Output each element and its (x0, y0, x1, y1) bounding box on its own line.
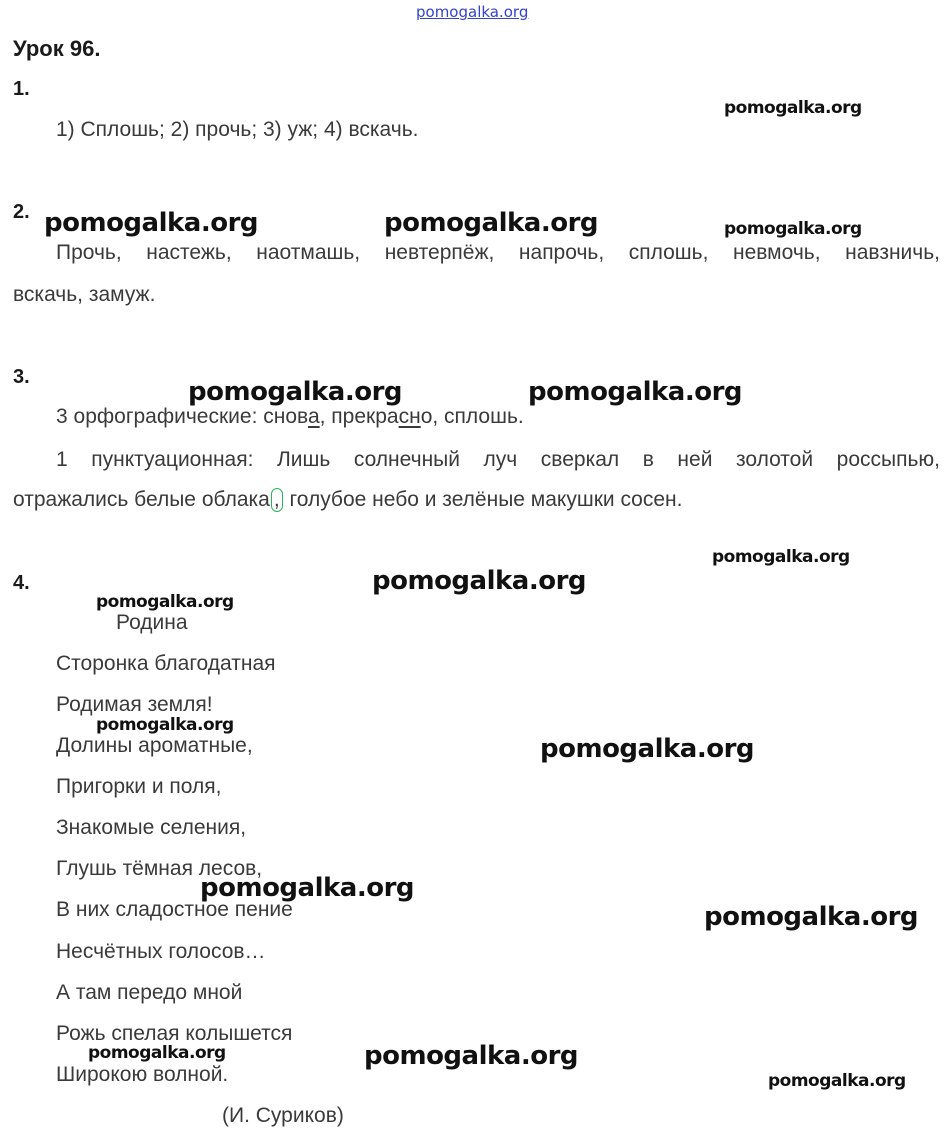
watermark: pomogalka.org (528, 377, 743, 407)
poem-title: Родина (116, 611, 188, 634)
watermark: pomogalka.org (88, 1043, 226, 1063)
watermark-top-link[interactable]: pomogalka.org (416, 3, 529, 21)
watermark: pomogalka.org (712, 547, 850, 567)
poem-line: Знакомые селения, (56, 816, 247, 839)
poem-line: Широкою волной. (56, 1063, 229, 1086)
watermark: pomogalka.org (724, 219, 862, 239)
orth-text-a: 3 орфографические: снов (56, 405, 308, 428)
punct-text-a: отражались белые облака (13, 488, 270, 511)
task-3-number: 3. (13, 366, 30, 388)
poem-line: Глушь тёмная лесов, (56, 857, 263, 880)
watermark: pomogalka.org (540, 734, 755, 764)
task-3-orthographic-line (56, 405, 524, 429)
watermark: pomogalka.org (188, 377, 403, 407)
poem-author: (И. Суриков) (222, 1104, 344, 1127)
orth-underlined-2: сн (398, 405, 421, 428)
watermark: pomogalka.org (96, 592, 234, 612)
poem-line: Пригорки и поля, (56, 775, 222, 798)
watermark: pomogalka.org (384, 208, 599, 238)
poem-line: Сторонка благодатная (56, 652, 276, 675)
task-2-number: 2. (13, 201, 30, 223)
poem-line: А там передо мной (56, 981, 243, 1004)
task-3-punct-line-1: 1 пунктуационная: Лишь солнечный луч сверкал в ней золотой россыпью, (56, 448, 940, 471)
orth-underlined-1: а (307, 405, 320, 428)
watermark: pomogalka.org (768, 1071, 906, 1091)
watermark: pomogalka.org (200, 873, 415, 903)
watermark: pomogalka.org (364, 1041, 579, 1071)
task-4-number: 4. (13, 572, 30, 594)
task-2-line-2: вскачь, замуж. (13, 283, 156, 306)
watermark: pomogalka.org (44, 208, 259, 238)
poem-line: Долины ароматные, (56, 734, 253, 757)
task-2-line-1: Прочь, настежь, наотмашь, невтерпёж, напрочь, сплошь, невмочь, навзничь, (56, 241, 940, 264)
punct-text-b: голубое небо и зелёные макушки сосен. (283, 488, 683, 511)
orth-text-c: о, сплошь. (420, 405, 524, 428)
poem-line: Рожь спелая колышется (56, 1022, 293, 1045)
poem-line: В них сладостное пение (56, 898, 293, 921)
watermark: pomogalka.org (724, 98, 862, 118)
orth-text-b: , прекра (319, 405, 399, 428)
highlighted-comma: , (271, 488, 283, 512)
task-3-punct-line-2 (13, 488, 682, 512)
watermark: pomogalka.org (372, 566, 587, 596)
watermark: pomogalka.org (704, 902, 919, 932)
poem-line: Родимая земля! (56, 693, 213, 716)
task-1-answer: 1) Сплошь; 2) прочь; 3) уж; 4) вскачь. (56, 118, 419, 141)
lesson-title: Урок 96. (13, 36, 101, 61)
poem-line: Несчётных голосов… (56, 940, 266, 963)
watermark: pomogalka.org (96, 715, 234, 735)
task-1-number: 1. (13, 78, 30, 100)
